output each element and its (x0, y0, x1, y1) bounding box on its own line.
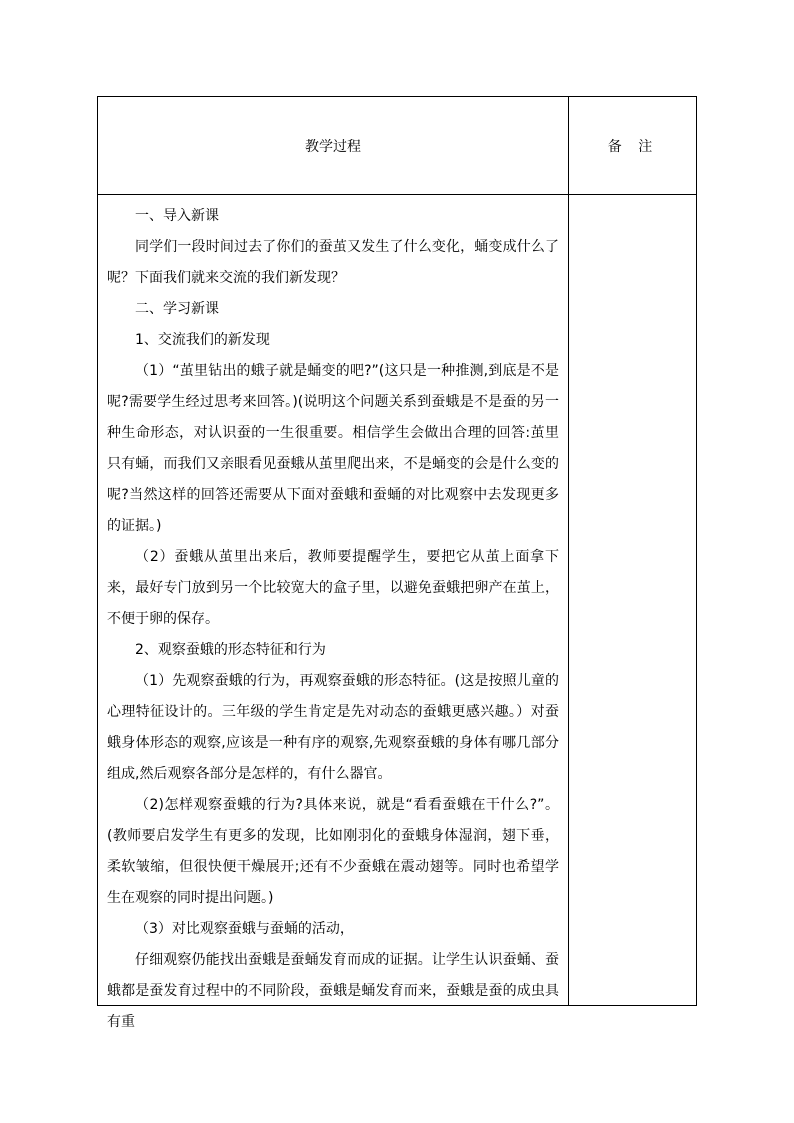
paragraph-observe-3-heading: （3）对比观察蚕蛾与蚕蛹的活动， (135, 921, 354, 937)
lesson-table (97, 96, 697, 1030)
section-heading-intro: 一、导入新课 (135, 208, 219, 224)
header-notes: 备 注 (607, 138, 659, 155)
teaching-content (107, 201, 559, 1030)
paragraph-observe-2: （2)怎样观察蚕蛾的行为?具体来说，就是“看看蚕蛾在干什么?”。(教师要启发学生有更多的发现，比如刚羽化的蚕蛾身体湿润，翅下垂，柔软皱缩，但很快便干燥展开;还有不少蚕蛾在震动翅等。同时也希望学生在观察的同时提出问题。) (107, 797, 559, 906)
column-divider (568, 97, 569, 1005)
header-divider (98, 194, 696, 195)
paragraph-exchange-2: （2）蚕蛾从茧里出来后，教师要提醒学生，要把它从茧上面拿下来，最好专门放到另一个比较宽大的盒子里，以避免蚕蛾把卵产在茧上，不便于卵的保存。 (107, 549, 559, 627)
subheading-observe: 2、观察蚕蛾的形态特征和行为 (135, 642, 326, 658)
header-teaching-process: 教学过程 (305, 138, 361, 155)
paragraph-intro: 同学们一段时间过去了你们的蚕茧又发生了什么变化，蛹变成什么了呢？下面我们就来交流的我们新发现？ (107, 239, 559, 286)
paragraph-observe-3: 仔细观察仍能找出蚕蛾是蚕蛹发育而成的证据。让学生认识蚕蛹、蚕蛾都是蚕发育过程中的不同阶段，蚕蛾是蛹发育而来，蚕蛾是蚕的成虫具有重 (107, 952, 559, 1030)
section-heading-new-lesson: 二、学习新课 (135, 301, 219, 317)
subheading-exchange: 1、交流我们的新发现 (135, 332, 270, 348)
paragraph-exchange-1: （1）“茧里钻出的蛾子就是蛹变的吧?”(这只是一种推测,到底是不是呢?需要学生经过思考来回答。)(说明这个问题关系到蚕蛾是不是蚕的另一种生命形态，对认识蚕的一生很重要。相信学生会做出合理的回答:茧里只有蛹，而我们又亲眼看见蚕蛾从茧里爬出来，不是蛹变的会是什么变的呢?当然这样的回答还需要从下面对蚕蛾和蚕蛹的对比观察中去发现更多的证据。) (107, 363, 559, 534)
paragraph-observe-1: （1）先观察蚕蛾的行为，再观察蚕蛾的形态特征。(这是按照儿童的心理特征设计的。三年级的学生肯定是先对动态的蚕蛾更感兴趣。）对蚕蛾身体形态的观察,应该是一种有序的观察,先观察蚕蛾的身体有哪几部分组成,然后观察各部分是怎样的，有什么器官。 (107, 673, 559, 782)
